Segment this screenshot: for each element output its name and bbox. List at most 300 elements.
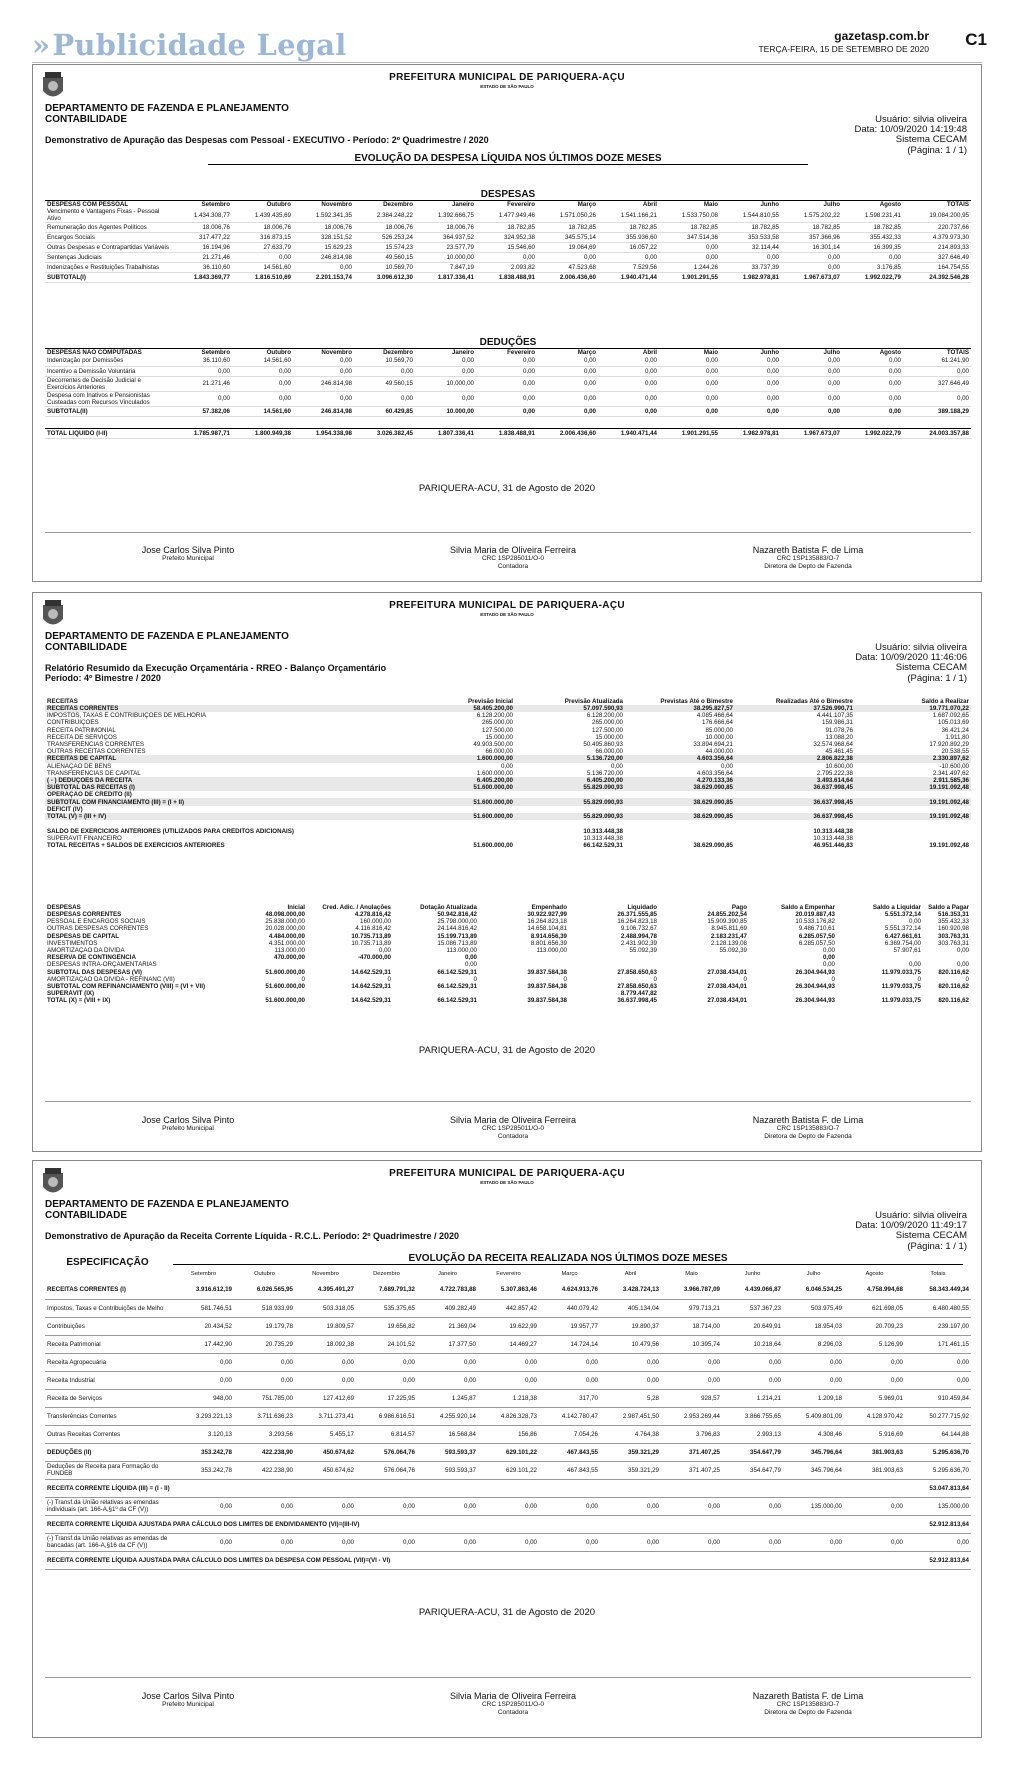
- cell-value: 64.144,88: [905, 1425, 971, 1443]
- cell-value: 57.382,06: [171, 406, 232, 416]
- cell-value: 0: [563, 975, 567, 983]
- cell-value: 21.271,46: [171, 253, 232, 263]
- cell-value: 0,00: [539, 1533, 600, 1551]
- place-date: PARIQUERA-ACU, 31 de Agosto de 2020: [418, 483, 596, 494]
- cell-value: [479, 990, 569, 997]
- cell-value: 2.006.436,60: [537, 273, 598, 283]
- table-row: [45, 741, 971, 748]
- cell-value: [625, 806, 735, 813]
- cell-value: 4.624.913,76: [539, 1281, 600, 1299]
- cell-value: 13.088,20: [825, 733, 853, 741]
- cell-value: [659, 954, 749, 961]
- cell-value: 0,00: [720, 376, 781, 391]
- cell-value: 1.843.369,77: [171, 273, 232, 283]
- table-header-row: [45, 349, 971, 356]
- cell-value: 0: [743, 975, 747, 983]
- cell-value: 10.218,64: [722, 1335, 783, 1353]
- cell-value: 24.144.816,42: [437, 925, 477, 933]
- cell-value: 20.538,55: [941, 748, 969, 756]
- cell-value: 0: [653, 975, 657, 983]
- column-header-month: Outubro: [266, 201, 291, 208]
- cell-value: 0,00: [600, 1353, 661, 1371]
- row-label: Transferências Correntes: [45, 1407, 173, 1425]
- column-header: Empenhado: [531, 904, 567, 911]
- cell-value: 357.366,96: [781, 233, 842, 243]
- cell-value: 3.293.221,13: [173, 1407, 234, 1425]
- table-header-row: [45, 201, 971, 208]
- cell-value: 14.561,60: [232, 406, 293, 416]
- cell-value: 371.407,25: [661, 1443, 722, 1461]
- cell-value: 21.369,04: [417, 1317, 478, 1335]
- cell-value: 27.038.434,01: [707, 968, 747, 976]
- cell-value: 3.428.724,13: [600, 1281, 661, 1299]
- table-row: [45, 1353, 971, 1371]
- cell-value: 66.000,00: [595, 748, 623, 756]
- department-name: DEPARTAMENTO DE FAZENDA E PLANEJAMENTO CONTABILIDADE: [45, 1199, 289, 1221]
- cell-value: 621.698,05: [844, 1299, 905, 1317]
- row-label: RECEITA DE SERVIÇOS: [47, 733, 117, 741]
- cell-value: 5.136.720,00: [515, 755, 625, 762]
- cell-value: 5.551.372,14: [884, 925, 921, 933]
- cell-value: 15.000,00: [595, 733, 623, 741]
- cell-value: 0,00: [661, 1497, 722, 1515]
- cell-value: 18.006,76: [232, 223, 293, 233]
- cell-value: 18.714,00: [661, 1317, 722, 1335]
- cell-value: 303.763,31: [938, 939, 969, 947]
- signature-diretora: Nazareth Batista F. de Lima CRC 1SP135883/O-7 Diretora de Depto de Fazenda: [752, 545, 864, 570]
- cell-value: 820.116,62: [938, 982, 969, 990]
- table-row: [45, 748, 971, 755]
- cell-value: 0,00: [908, 961, 921, 969]
- cell-value: 0,00: [844, 1533, 905, 1551]
- cell-value: 0,00: [173, 1353, 234, 1371]
- cell-value: 49.903.500,00: [473, 741, 513, 749]
- table-row: [45, 1389, 971, 1407]
- report-subtitle: EVOLUÇÃO DA DESPESA LÍQUIDA NOS ÚLTIMOS DOZE MESES: [208, 153, 808, 165]
- cell-value: [479, 961, 569, 968]
- cell-value: 38.629.090,85: [625, 798, 735, 805]
- cell-value: 317,70: [539, 1389, 600, 1407]
- cell-value: 246.814,98: [293, 253, 354, 263]
- cell-value: 10.600,00: [825, 762, 853, 770]
- municipality-title: PREFEITURA MUNICIPAL DE PARIQUERA-AÇU: [389, 600, 625, 611]
- row-label: AMORTIZAÇÃO DA DÍVIDA: [47, 947, 125, 955]
- cell-value: 327.646,49: [903, 253, 971, 263]
- cell-value: 127.412,69: [295, 1389, 356, 1407]
- cell-value: 38.629.090,85: [625, 784, 735, 791]
- row-label: AMORTIZAÇÃO DA DÍVIDA - REFINANC (VII): [47, 975, 175, 983]
- cell-value: 0,00: [720, 762, 733, 770]
- cell-value: 46.951.446,83: [813, 842, 853, 850]
- row-label: (-) Transf.da União relativas as emendas individuais (art. 166-A,§1º da CF (V)): [45, 1497, 173, 1515]
- cell-value: 38.629.090,85: [693, 842, 733, 850]
- cell-value: 1.434.308,77: [171, 208, 232, 223]
- cell-value: 3.026.382,45: [354, 428, 415, 438]
- cell-value: 354.647,79: [722, 1461, 783, 1479]
- cell-value: 7.689.791,32: [356, 1281, 417, 1299]
- cell-value: 516.353,31: [938, 911, 969, 919]
- cell-value: 470.000,00: [274, 954, 305, 962]
- row-label: TOTAL (V) = (III + IV): [45, 813, 405, 820]
- cell-value: 345.796,64: [783, 1461, 844, 1479]
- row-label: TOTAL (X) = (VIII + IX): [47, 997, 111, 1005]
- cell-value: 1.575.202,22: [781, 208, 842, 223]
- cell-value: 18.782,85: [720, 223, 781, 233]
- table-row: [45, 1515, 971, 1533]
- cell-value: 36.637.998,45: [735, 784, 855, 791]
- table-row: [45, 1425, 971, 1443]
- cell-value: 327.646,49: [903, 376, 971, 391]
- cell-value: 17.225,95: [356, 1389, 417, 1407]
- column-header: Saldo a Liquidar: [872, 904, 921, 911]
- cell-value: 4.255.920,14: [417, 1407, 478, 1425]
- cell-value: 0,00: [173, 1497, 234, 1515]
- cell-value: 25.838.000,00: [265, 918, 305, 926]
- cell-value: 0,00: [537, 406, 598, 416]
- cell-value: 359.321,29: [600, 1443, 661, 1461]
- cell-value: 0,00: [842, 391, 903, 406]
- cell-value: 52.912.813,64: [905, 1551, 971, 1569]
- cell-value: 0,00: [476, 391, 537, 406]
- cell-value: 5.551.372,14: [884, 911, 921, 919]
- cell-value: 5.307.863,46: [478, 1281, 539, 1299]
- row-label: RECEITA CORRENTE LÍQUIDA AJUSTADA PARA CÁLCULO DOS LIMITES DE ENDIVIDAMENTO (VI)=(III-IV): [45, 1515, 905, 1533]
- cell-value: 39.837.584,38: [527, 968, 567, 976]
- cell-value: 751.785,00: [234, 1389, 295, 1407]
- cell-value: 18.092,38: [295, 1335, 356, 1353]
- table-row: [45, 820, 971, 828]
- user-info: Usuário: silvia oliveira Data: 10/09/2020 14:19:48 Sistema CECAM (Página: 1 / 1): [854, 114, 967, 156]
- cell-value: 2.953.269,44: [661, 1407, 722, 1425]
- table-row: [45, 813, 971, 820]
- cell-value: 0,00: [464, 954, 477, 962]
- cell-value: 55.092,39: [719, 947, 747, 955]
- cell-value: 0,00: [661, 1533, 722, 1551]
- cell-value: 11.979.033,75: [881, 997, 921, 1005]
- cell-value: 113.000,00: [274, 947, 305, 955]
- cell-value: 593.593,37: [417, 1461, 478, 1479]
- row-label: SALDO DE EXERCÍCIOS ANTERIORES (UTILIZADOS PARA CRÉDITOS ADICIONAIS): [47, 828, 294, 836]
- table-row: [45, 947, 971, 954]
- cell-value: 0,00: [781, 356, 842, 366]
- page-header: [0, 0, 1011, 62]
- cell-value: [923, 954, 971, 961]
- despesas-table: [45, 201, 971, 283]
- cell-value: 4.484.000,00: [268, 932, 305, 940]
- column-header: Inicial: [287, 904, 305, 911]
- column-header: Saldo a Realizar: [921, 698, 969, 705]
- cell-value: 32.574.968,64: [813, 741, 853, 749]
- table-row: [45, 990, 971, 997]
- cell-value: -10.600,00: [939, 762, 969, 770]
- cell-value: 19.191.092,48: [855, 813, 971, 820]
- cell-value: 450.674,62: [295, 1443, 356, 1461]
- table-row: [45, 253, 971, 263]
- cell-value: 16.568,84: [417, 1425, 478, 1443]
- cell-value: 537.367,23: [722, 1299, 783, 1317]
- cell-value: 8.779.447,82: [620, 990, 657, 998]
- cell-value: 0,00: [720, 366, 781, 376]
- cell-value: 353.242,78: [173, 1443, 234, 1461]
- cell-value: 3.966.787,09: [661, 1281, 722, 1299]
- cell-value: 14.561,60: [232, 263, 293, 273]
- cell-value: 55.092,39: [629, 947, 657, 955]
- cell-value: 0,00: [598, 376, 659, 391]
- cell-value: 18.954,03: [783, 1317, 844, 1335]
- row-label: Remuneração dos Agentes Políticos: [45, 223, 171, 233]
- cell-value: 214.893,33: [903, 243, 971, 253]
- signature-diretora: Nazareth Batista F. de Lima CRC 1SP135883/O-7 Diretora de Depto de Fazenda: [752, 1691, 864, 1716]
- total-row: [45, 428, 971, 438]
- row-label: RECEITA CORRENTE LÍQUIDA (III) = (I - II): [45, 1479, 905, 1497]
- state-subtitle: ESTADO DE SÃO PAULO: [480, 612, 534, 617]
- report-rreo: [32, 592, 982, 1152]
- cell-value: 19.622,99: [478, 1317, 539, 1335]
- cell-value: 0: [831, 975, 835, 983]
- column-header-month: Julho: [806, 1270, 821, 1277]
- cell-value: 328.151,52: [293, 233, 354, 243]
- cell-value: 1.785.987,71: [171, 428, 232, 438]
- cell-value: [837, 954, 923, 961]
- cell-value: 0,00: [822, 954, 835, 962]
- cell-value: 51.600.000,00: [265, 982, 305, 990]
- table-row: [45, 969, 971, 976]
- department-name: DEPARTAMENTO DE FAZENDA E PLANEJAMENTO CONTABILIDADE: [45, 103, 289, 125]
- cell-value: 581.746,51: [173, 1299, 234, 1317]
- cell-value: 19.084.200,95: [903, 208, 971, 223]
- cell-value: 0,00: [844, 1353, 905, 1371]
- cell-value: 33.737,39: [720, 263, 781, 273]
- cell-value: 0,00: [234, 1353, 295, 1371]
- cell-value: 0,00: [173, 1371, 234, 1389]
- cell-value: 0,00: [598, 366, 659, 376]
- table-row: [45, 828, 971, 835]
- cell-value: 11.979.033,75: [881, 982, 921, 990]
- cell-value: 58.343.449,34: [905, 1281, 971, 1299]
- column-header-month: Janeiro: [451, 349, 474, 356]
- cell-value: 1.954.338,98: [293, 428, 354, 438]
- cell-value: 6.128.200,00: [476, 712, 513, 720]
- row-label: SUPERÁVIT (IX): [47, 990, 95, 998]
- cell-value: 19.890,37: [600, 1317, 661, 1335]
- cell-value: 6.405.200,00: [405, 777, 515, 784]
- cell-value: 0,00: [844, 1371, 905, 1389]
- cell-value: 14.561,60: [232, 356, 293, 366]
- table-row: [45, 784, 971, 791]
- cell-value: [855, 806, 971, 813]
- cell-value: 0,00: [356, 1533, 417, 1551]
- cell-value: 440.079,42: [539, 1299, 600, 1317]
- column-header-label: DESPESAS NÃO COMPUTADAS: [47, 349, 142, 356]
- cell-value: 0,00: [378, 947, 391, 955]
- cell-value: 10.395,74: [661, 1335, 722, 1353]
- cell-value: 10.569,70: [354, 356, 415, 366]
- cell-value: 66.142.529,31: [437, 968, 477, 976]
- cell-value: 4.278.816,42: [354, 911, 391, 919]
- cell-value: 0,00: [908, 918, 921, 926]
- cell-value: 66.142.529,31: [437, 997, 477, 1005]
- cell-value: 0,00: [956, 947, 969, 955]
- cell-value: 0,00: [293, 356, 354, 366]
- cell-value: 18.782,85: [598, 223, 659, 233]
- cell-value: 18.006,76: [171, 223, 232, 233]
- rcl-table: [45, 1267, 971, 1570]
- page-number: C1: [965, 30, 987, 49]
- column-header-month: Janeiro: [437, 1270, 457, 1277]
- cell-value: 265.000,00: [482, 719, 513, 727]
- cell-value: 4.142.780,47: [539, 1407, 600, 1425]
- cell-value: 0,00: [464, 961, 477, 969]
- cell-value: 0,00: [293, 263, 354, 273]
- cell-value: 39.837.584,38: [527, 982, 567, 990]
- cell-value: 2.201.153,74: [293, 273, 354, 283]
- cell-value: 47.523,68: [537, 263, 598, 273]
- cell-value: 20.434,52: [173, 1317, 234, 1335]
- cell-value: 0,00: [598, 356, 659, 366]
- cell-value: 0,00: [781, 263, 842, 273]
- cell-value: [307, 990, 393, 997]
- cell-value: 355.432,33: [938, 918, 969, 926]
- cell-value: 3.120,13: [173, 1425, 234, 1443]
- cell-value: 15.199.713,89: [437, 932, 477, 940]
- cell-value: 49.560,15: [354, 253, 415, 263]
- row-label: Sentenças Judiciais: [45, 253, 171, 263]
- cell-value: 19.809,57: [295, 1317, 356, 1335]
- cell-value: 27.633,79: [232, 243, 293, 253]
- cell-value: 1.940.471,44: [598, 273, 659, 283]
- row-label: OPERAÇÃO DE CRÉDITO (II): [47, 791, 132, 799]
- cell-value: 5,28: [600, 1389, 661, 1407]
- cell-value: 55.829.090,93: [515, 798, 625, 805]
- cell-value: 0: [965, 975, 969, 983]
- row-label: CONTRIBUIÇÕES: [47, 719, 99, 727]
- cell-value: [405, 820, 515, 828]
- row-label: RECEITAS CORRENTES: [45, 705, 405, 712]
- cell-value: 0,00: [822, 961, 835, 969]
- cell-value: 526.253,24: [354, 233, 415, 243]
- cell-value: [659, 990, 749, 997]
- cell-value: 0,00: [781, 366, 842, 376]
- table-row: [45, 1371, 971, 1389]
- cell-value: 0,00: [356, 1371, 417, 1389]
- cell-value: 66.142.529,31: [583, 842, 623, 850]
- cell-value: 0: [917, 975, 921, 983]
- cell-value: 10.313.448,38: [583, 828, 623, 836]
- row-label: Outras Receitas Correntes: [45, 1425, 173, 1443]
- cell-value: 36.637.998,45: [735, 798, 855, 805]
- table-row: [45, 223, 971, 233]
- cell-value: [515, 791, 625, 798]
- cell-value: 1.901.291,55: [659, 428, 720, 438]
- table-row: [45, 263, 971, 273]
- row-label: SUPERÁVIT FINANCEIRO: [47, 835, 122, 843]
- cell-value: 2.006.436,60: [537, 428, 598, 438]
- cell-value: 18.782,85: [842, 223, 903, 233]
- cell-value: 0,00: [171, 366, 232, 376]
- cell-value: 0,00: [415, 356, 476, 366]
- cell-value: 6.285.057,50: [798, 932, 835, 940]
- cell-value: 15.574,23: [354, 243, 415, 253]
- cell-value: 0,00: [354, 366, 415, 376]
- place-date: PARIQUERA-ACU, 31 de Agosto de 2020: [418, 1045, 596, 1056]
- cell-value: 0,00: [293, 391, 354, 406]
- cell-value: 1.439.435,69: [232, 208, 293, 223]
- cell-value: 50.277.715,92: [905, 1407, 971, 1425]
- column-header-month: Fevereiro: [496, 1270, 521, 1277]
- column-header-month: Agosto: [879, 201, 901, 208]
- cell-value: 1.244,26: [659, 263, 720, 273]
- cell-value: 26.304.944,93: [795, 997, 835, 1005]
- table-row: [45, 983, 971, 990]
- cell-value: 38.629.090,85: [625, 813, 735, 820]
- cell-value: 0,00: [415, 366, 476, 376]
- cell-value: 0,00: [417, 1497, 478, 1515]
- cell-value: 0,00: [234, 1533, 295, 1551]
- spec-header: ESPECIFICAÇÃO: [66, 1257, 149, 1268]
- cell-value: 156,86: [478, 1425, 539, 1443]
- cell-value: 1.816.510,69: [232, 273, 293, 283]
- signature-prefeito: Jose Carlos Silva Pinto Prefeito Municipal: [141, 1115, 235, 1132]
- cell-value: 19.957,77: [539, 1317, 600, 1335]
- row-label: (-) Transf.da União relativas as emendas de bancadas (art. 166-A,§16 da CF (V)): [45, 1533, 173, 1551]
- cell-value: 51.600.000,00: [405, 784, 515, 791]
- cell-value: 6.814,57: [356, 1425, 417, 1443]
- cell-value: 0,00: [659, 356, 720, 366]
- row-label: Receita Industrial: [45, 1371, 173, 1389]
- cell-value: 0,00: [781, 391, 842, 406]
- cell-value: 0,00: [354, 391, 415, 406]
- table-header-row: [45, 689, 971, 705]
- cell-value: 303.763,31: [938, 932, 969, 940]
- table-row: [45, 1335, 971, 1353]
- column-header-month: Fevereiro: [507, 349, 535, 356]
- cell-value: 10.569,70: [354, 263, 415, 273]
- row-label: TOTAL RECEITAS + SALDOS DE EXERCÍCIOS ANTERIORES: [47, 842, 225, 850]
- table-row: [45, 791, 971, 798]
- cell-value: 17.377,50: [417, 1335, 478, 1353]
- table-row: [45, 366, 971, 376]
- cell-value: 928,57: [661, 1389, 722, 1407]
- table-row: [45, 734, 971, 741]
- cell-value: [393, 990, 479, 997]
- user-info: Usuário: silvia oliveira Data: 10/09/2020 11:46:06 Sistema CECAM (Página: 1 / 1): [855, 642, 967, 684]
- signature-line: [45, 532, 971, 533]
- cell-value: 19.771.070,22: [855, 705, 971, 712]
- cell-value: 0,00: [539, 1353, 600, 1371]
- cell-value: 0,00: [600, 1533, 661, 1551]
- cell-value: 21.271,46: [171, 376, 232, 391]
- column-header-month: Abril: [624, 1270, 637, 1277]
- cell-value: [307, 961, 393, 968]
- cell-value: 1.967.673,07: [781, 273, 842, 283]
- row-label: OUTRAS DESPESAS CORRENTES: [47, 925, 149, 933]
- edition-date: TERÇA-FEIRA, 15 DE SETEMBRO DE 2020: [758, 44, 929, 54]
- cell-value: 979.713,21: [661, 1299, 722, 1317]
- row-label: DESPESAS INTRA-ORÇAMENTÁRIAS: [47, 961, 157, 969]
- cell-value: 2.488.994,78: [620, 932, 657, 940]
- cell-value: 347.514,36: [659, 233, 720, 243]
- report-subtitle: EVOLUÇÃO DA RECEITA REALIZADA NOS ÚLTIMOS DOZE MESES: [173, 1253, 963, 1265]
- cell-value: 2.341.497,62: [932, 769, 969, 777]
- row-label: TRANSFERÊNCIAS CORRENTES: [47, 741, 144, 749]
- column-header-month: Dezembro: [383, 349, 413, 356]
- table-row: [45, 727, 971, 734]
- cell-value: 6.405.200,00: [515, 777, 625, 784]
- cell-value: 8.914.656,39: [530, 932, 567, 940]
- report-title: Relatório Resumido da Execução Orçamentária - RREO - Balanço Orçamentário Período: 4º Bimestre / 2020: [45, 663, 387, 683]
- cell-value: 4.603.356,64: [625, 755, 735, 762]
- cell-value: 629.101,22: [478, 1461, 539, 1479]
